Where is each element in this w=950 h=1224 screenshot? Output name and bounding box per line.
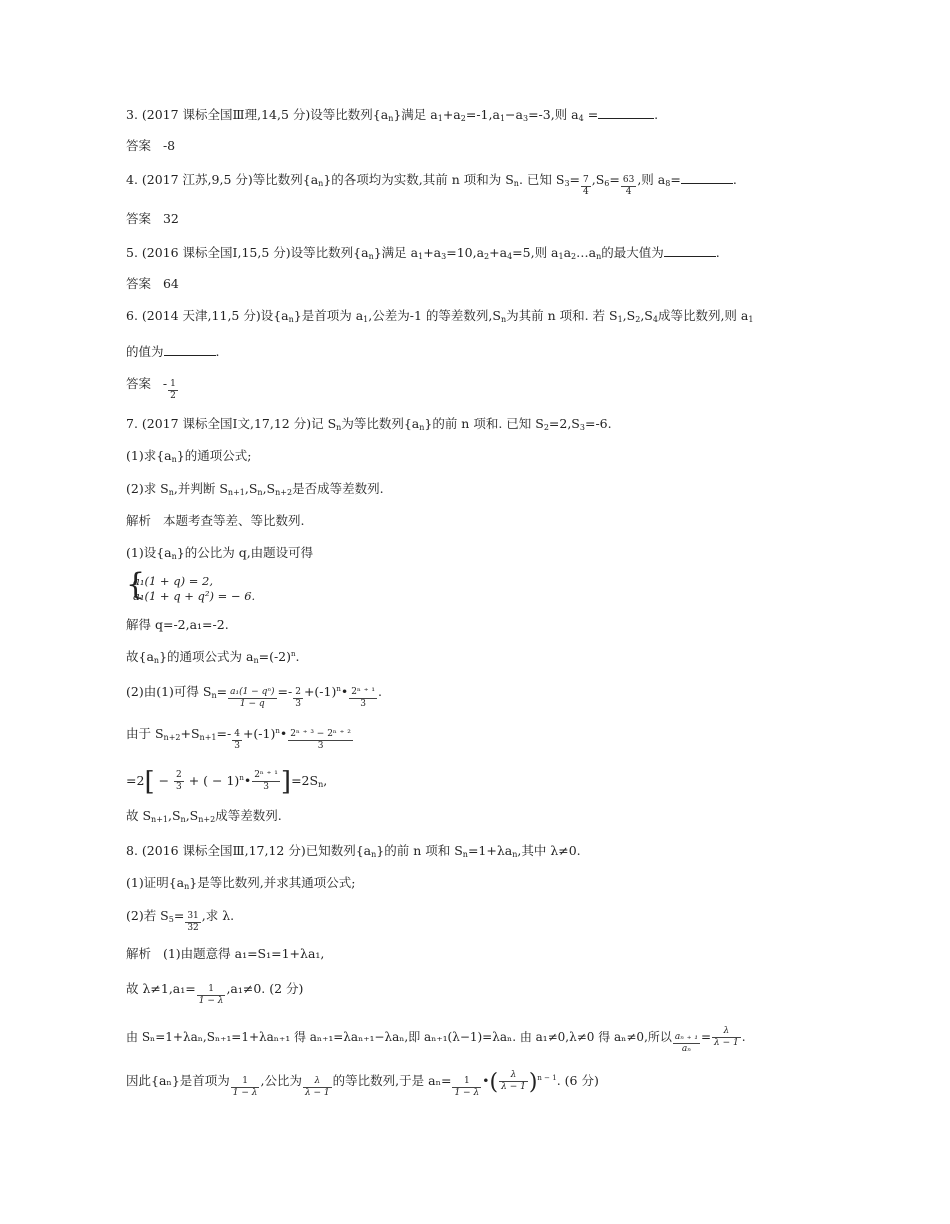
system-brace: { <box>126 567 146 602</box>
q7-part1: (1)求$\{a_n\}$的通项公式; <box>126 448 252 464</box>
q7-analysis: 解析 本题考查等差、等比数列. <box>126 513 305 528</box>
q7-step1: (1)设$\{a_n\}$的公比为 q,由题设可得 <box>126 545 314 561</box>
q8-analysis-4: 因此{aₙ}是首项为 $\frac{1}{1 - \lambda}$ ,公比为 $\frac{\lambda}{\lambda - 1}$ 的等比数列,于是 aₙ= $\frac{1}{1 - \lambda}$ •( $\frac{\lambda}{\lambda - 1}$ )$^{n - 1}$. (6 分) <box>126 1070 599 1098</box>
answer-blank <box>598 106 654 119</box>
q7-conclusion: 故 $S_{n+1},S_n,S_{n+2}$成等差数列. <box>126 808 282 824</box>
answer-blank <box>664 244 716 257</box>
q8-title: 8. (2016 课标全国Ⅲ,17,12 分)已知数列$\{a_n\}$的前 n 项和 $S_n=1+\lambda a_n$,其中 λ≠0. <box>126 843 581 859</box>
q6-question-line2: 的值为 . <box>126 344 220 359</box>
q4-answer: 答案 32 <box>126 211 179 226</box>
q5-question: 5. (2016 课标全国Ⅰ,15,5 分)设等比数列$\{a_n\}$满足 $a_1+a_3=10,a_2+a_4=5$,则 $a_1a_2\dots a_n$的最大值为 . <box>126 245 720 261</box>
q7-part2: (2)求 $S_n$,并判断 $S_{n+1},S_n,S_{n+2}$是否成等差数列. <box>126 481 384 497</box>
q8-part2: (2)若 $S_5=$ $\frac{31}{32}$ ,求 λ. <box>126 908 235 933</box>
q5-answer: 答案 64 <box>126 276 179 291</box>
q7-title: 7. (2017 课标全国Ⅰ文,17,12 分)记 $S_n$为等比数列$\{a_n\}$的前 n 项和. 已知 $S_2=2,S_3=-6$. <box>126 416 612 432</box>
q7-solve: 解得 q=-2,a₁=-2. <box>126 617 229 632</box>
answer-blank <box>681 171 733 184</box>
q6-answer: 答案 - $\frac{1}{2}$ <box>126 376 176 401</box>
q4-question: 4. (2017 江苏,9,5 分)等比数列$\{a_n\}$的各项均为实数,其前 n 项和为 $S_n$. 已知 $S_3=$ $\frac{7}{4}$ $,S_6=$ $\frac{63}{4}$ ,则 $a_8=$ . <box>126 172 737 197</box>
q6-question: 6. (2014 天津,11,5 分)设$\{a_n\}$是首项为 $a_1$,公差为-1 的等差数列$,S_n$为其前 n 项和. 若 $S_1,S_2,S_4$成等比数列,则 $a_1$ <box>126 308 754 324</box>
q7-step4: =2[ − $\frac{2}{3}$ + ( − 1)$^n$• $\frac{\text{2ⁿ ⁺ ¹}}{3}$ ]$=2S_n$, <box>126 767 328 797</box>
q8-analysis-1: 解析 (1)由题意得 a₁=S₁=1+λa₁, <box>126 946 325 961</box>
answer-blank <box>164 343 216 356</box>
q3-question: 3. (2017 课标全国Ⅲ理,14,5 分)设等比数列$\{a_n\}$满足 $a_1+a_2=-1,a_1-a_3=-3$,则 $a_4$ = . <box>126 107 659 123</box>
q8-analysis-2: 故 λ≠1,a₁= $\frac{1}{1 - \lambda}$ ,a₁≠0. (2 分) <box>126 981 304 1006</box>
system-eq1: a₁(1 + q) = 2, <box>133 574 213 588</box>
q7-step2: (2)由(1)可得 $S_n=$ $\frac{\text{a₁(1 − qⁿ)}}{1 - q}$ =- $\frac{2}{3}$ $+(-1)^n•$ $\frac{\text{2ⁿ ⁺ ¹}}{3}$ . <box>126 684 382 709</box>
q7-step3: 由于 $S_{n+2}+S_{n+1}=-$ $\frac{4}{3}$ $+(-1)^n•$ $\frac{\text{2ⁿ ⁺ ³ − 2ⁿ ⁺ ²}}{3}$ <box>126 726 351 751</box>
q3-answer: 答案 -8 <box>126 138 176 153</box>
q8-part1: (1)证明$\{a_n\}$是等比数列,并求其通项公式; <box>126 875 356 891</box>
system-eq2: a₁(1 + q + q²) = − 6. <box>133 589 256 603</box>
q7-general-term: 故$\{a_n\}$的通项公式为 $a_n=(-2)^n$. <box>126 649 300 665</box>
q8-analysis-3: 由 Sₙ=1+λaₙ,Sₙ₊₁=1+λaₙ₊₁ 得 aₙ₊₁=λaₙ₊₁−λaₙ,即 aₙ₊₁(λ−1)=λaₙ. 由 a₁≠0,λ≠0 得 aₙ≠0,所以 $\frac{\text{aₙ ₊ ₁}}{\text{aₙ}}$ = $\frac{\lambda}{\lambda - 1}$ . <box>126 1026 746 1054</box>
